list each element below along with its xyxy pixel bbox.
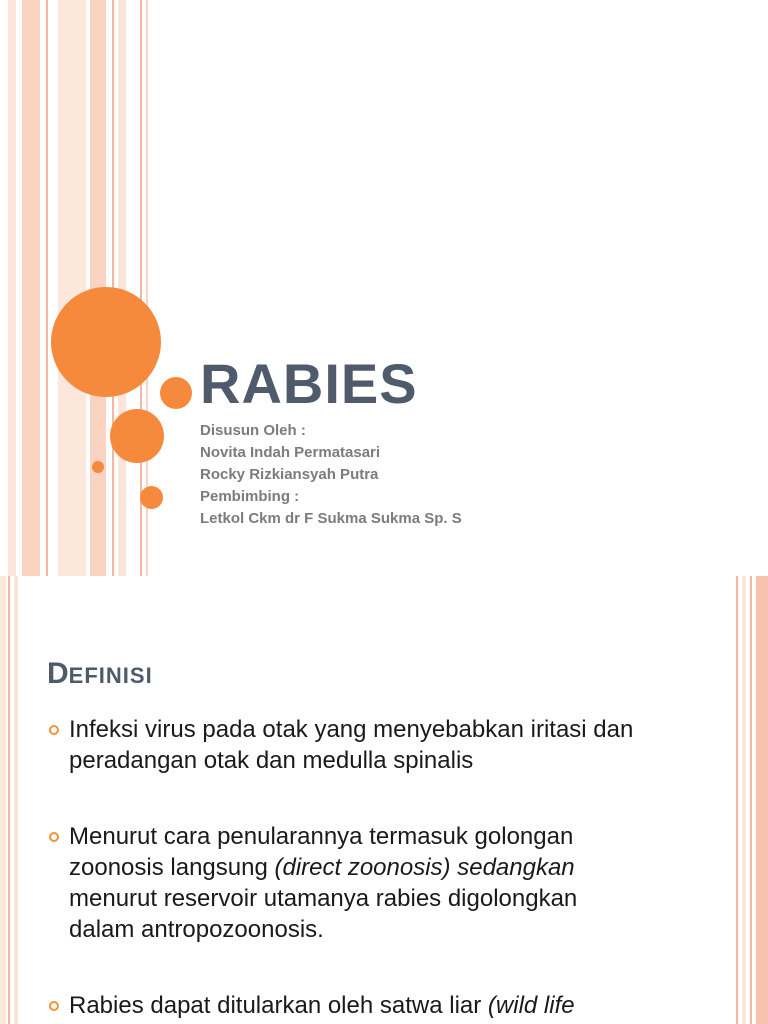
stripe-decoration <box>46 0 48 576</box>
bullet-text-part: menurut reservoir utamanya rabies digolongkan dalam antropozoonosis. <box>69 885 578 943</box>
list-item <box>47 714 647 776</box>
credit-line: Letkol Ckm dr F Sukma Sukma Sp. S <box>200 510 462 527</box>
bullet-text-italic: (wild life <box>487 992 575 1019</box>
bullet-text-part: Menurut cara penularannya termasuk golongan zoonosis langsung <box>69 823 574 881</box>
bullet-text-part: Infeksi virus pada otak yang menyebabkan iritasi dan peradangan otak dan medulla spinalis <box>69 716 634 774</box>
decorative-circle <box>92 461 104 473</box>
section-heading <box>47 654 153 696</box>
stripe-decoration <box>756 576 768 1024</box>
credit-line: Novita Indah Permatasari <box>200 444 381 461</box>
list-item <box>47 990 647 1021</box>
stripe-decoration <box>742 576 746 1024</box>
stripe-decoration <box>8 0 16 576</box>
bullet-text <box>69 716 633 774</box>
stripe-decoration <box>22 0 40 576</box>
credit-line: Rocky Rizkiansyah Putra <box>200 466 379 483</box>
bullet-ring-icon <box>49 1001 59 1011</box>
bullet-text <box>69 823 577 943</box>
heading-initial: D <box>47 657 69 690</box>
stripe-decoration <box>8 576 10 1024</box>
stripe-decoration <box>0 576 6 1024</box>
credit-line: Pembimbing : <box>200 488 300 505</box>
credits-list <box>200 420 462 530</box>
heading-rest: EFINISI <box>68 663 153 688</box>
decorative-circle <box>110 409 164 463</box>
decorative-circle <box>140 486 163 509</box>
bullet-list <box>47 714 647 1021</box>
decorative-circle <box>160 377 192 409</box>
stripe-decoration <box>14 576 18 1024</box>
bullet-ring-icon <box>49 725 59 735</box>
bullet-text-italic: (direct zoonosis) sedangkan <box>274 854 575 881</box>
bullet-text-part: Rabies dapat ditularkan oleh satwa liar <box>69 992 488 1019</box>
slide-title: RABIES <box>200 352 418 415</box>
stripe-decoration <box>58 0 86 576</box>
list-item <box>47 821 647 945</box>
bullet-ring-icon <box>49 832 59 842</box>
stripe-decoration <box>736 576 738 1024</box>
decorative-circle <box>51 287 161 397</box>
bullet-text <box>69 992 575 1019</box>
stripe-decoration <box>750 576 752 1024</box>
credit-line: Disusun Oleh : <box>200 422 306 439</box>
